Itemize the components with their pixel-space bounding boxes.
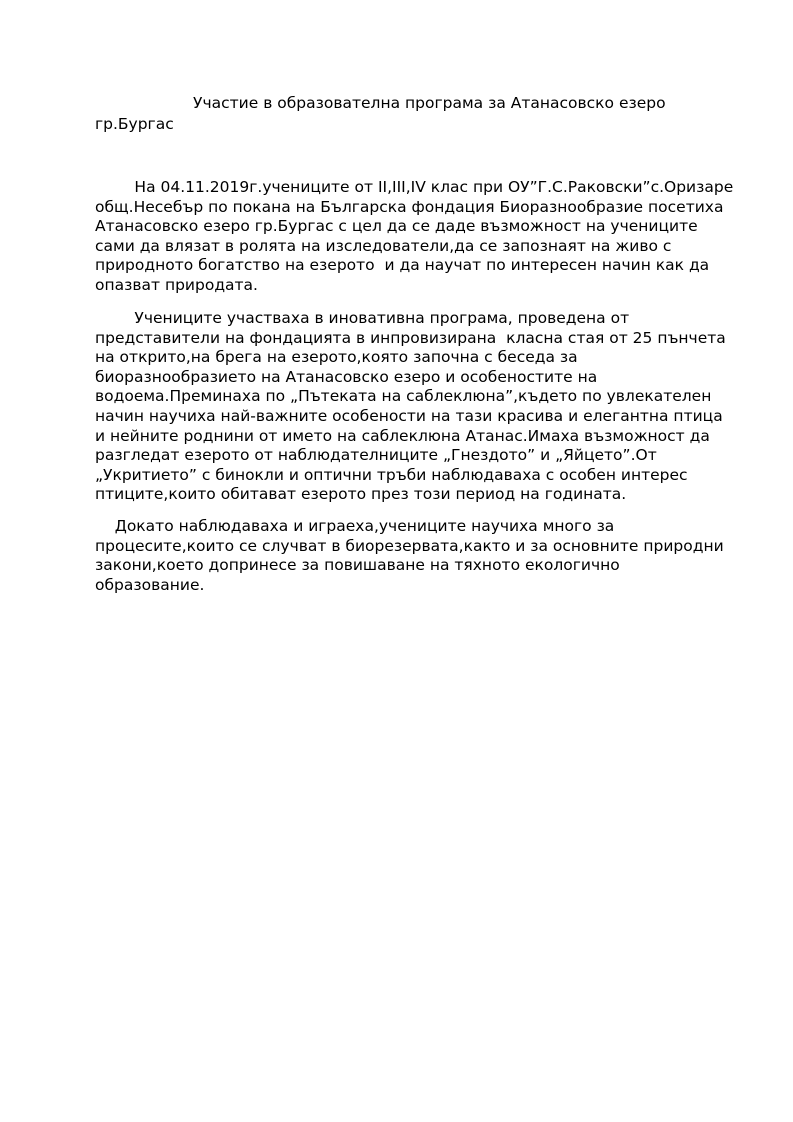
paragraph-line: опазват природата.	[95, 275, 258, 294]
paragraph-line: водоема.Преминаха по „Пътеката на саблеклюна”,където по увлекателен	[95, 387, 712, 406]
paragraph-line: начин научиха най-важните особености на тази красива и елегантна птица	[95, 406, 723, 425]
paragraph-line: представители на фондацията в инпровизирана класна стая от 25 пънчета	[95, 328, 726, 347]
paragraph-line: „Укритието” с бинокли и оптични тръби наблюдаваха с особен интерес	[95, 465, 688, 484]
paragraph-line: сами да влязат в ролята на изследователи,да се запознаят на живо с	[95, 236, 672, 255]
paragraph-line: на открито,на брега на езерото,която започна с беседа за	[95, 348, 578, 367]
paragraph-line: Учениците участваха в иновативна програма, проведена от	[95, 309, 630, 327]
paragraph-1	[95, 178, 734, 296]
paragraph-2	[95, 309, 726, 505]
paragraph-line: Атанасовско езеро гр.Бургас с цел да се даде възможност на учениците	[95, 217, 698, 236]
paragraph-line: На 04.11.2019г.учениците от II,III,IV клас при ОУ”Г.С.Раковски”с.Оризаре	[95, 178, 734, 196]
paragraph-line: природното богатство на езерото и да научат по интересен начин как да	[95, 256, 710, 275]
paragraph-line: общ.Несебър по покана на Българска фондация Биоразнообразие посетиха	[95, 197, 724, 216]
paragraph-line: Докато наблюдаваха и играеха,учениците научиха много за	[95, 517, 615, 535]
paragraph-line: образование.	[95, 575, 205, 594]
paragraph-line: закони,което допринесе за повишаване на тяхното екологично	[95, 556, 620, 575]
paragraph-3	[95, 517, 724, 595]
paragraph-line: процесите,които се случват в биорезервата,както и за основните природни	[95, 536, 724, 555]
document-title-line-1: Участие в образователна програма за Атанасовско езеро	[193, 94, 666, 112]
paragraph-line: разгледат езерото от наблюдателниците „Гнездото” и „Яйцето”.От	[95, 446, 657, 465]
paragraph-line: птиците,които обитават езерото през този период на годината.	[95, 485, 627, 504]
paragraph-line: биоразнообразието на Атанасовско езеро и особеностите на	[95, 367, 598, 386]
paragraph-line: и нейните роднини от името на саблеклюна Атанас.Имаха възможност да	[95, 426, 710, 445]
document-title-line-2: гр.Бургас	[95, 115, 174, 133]
